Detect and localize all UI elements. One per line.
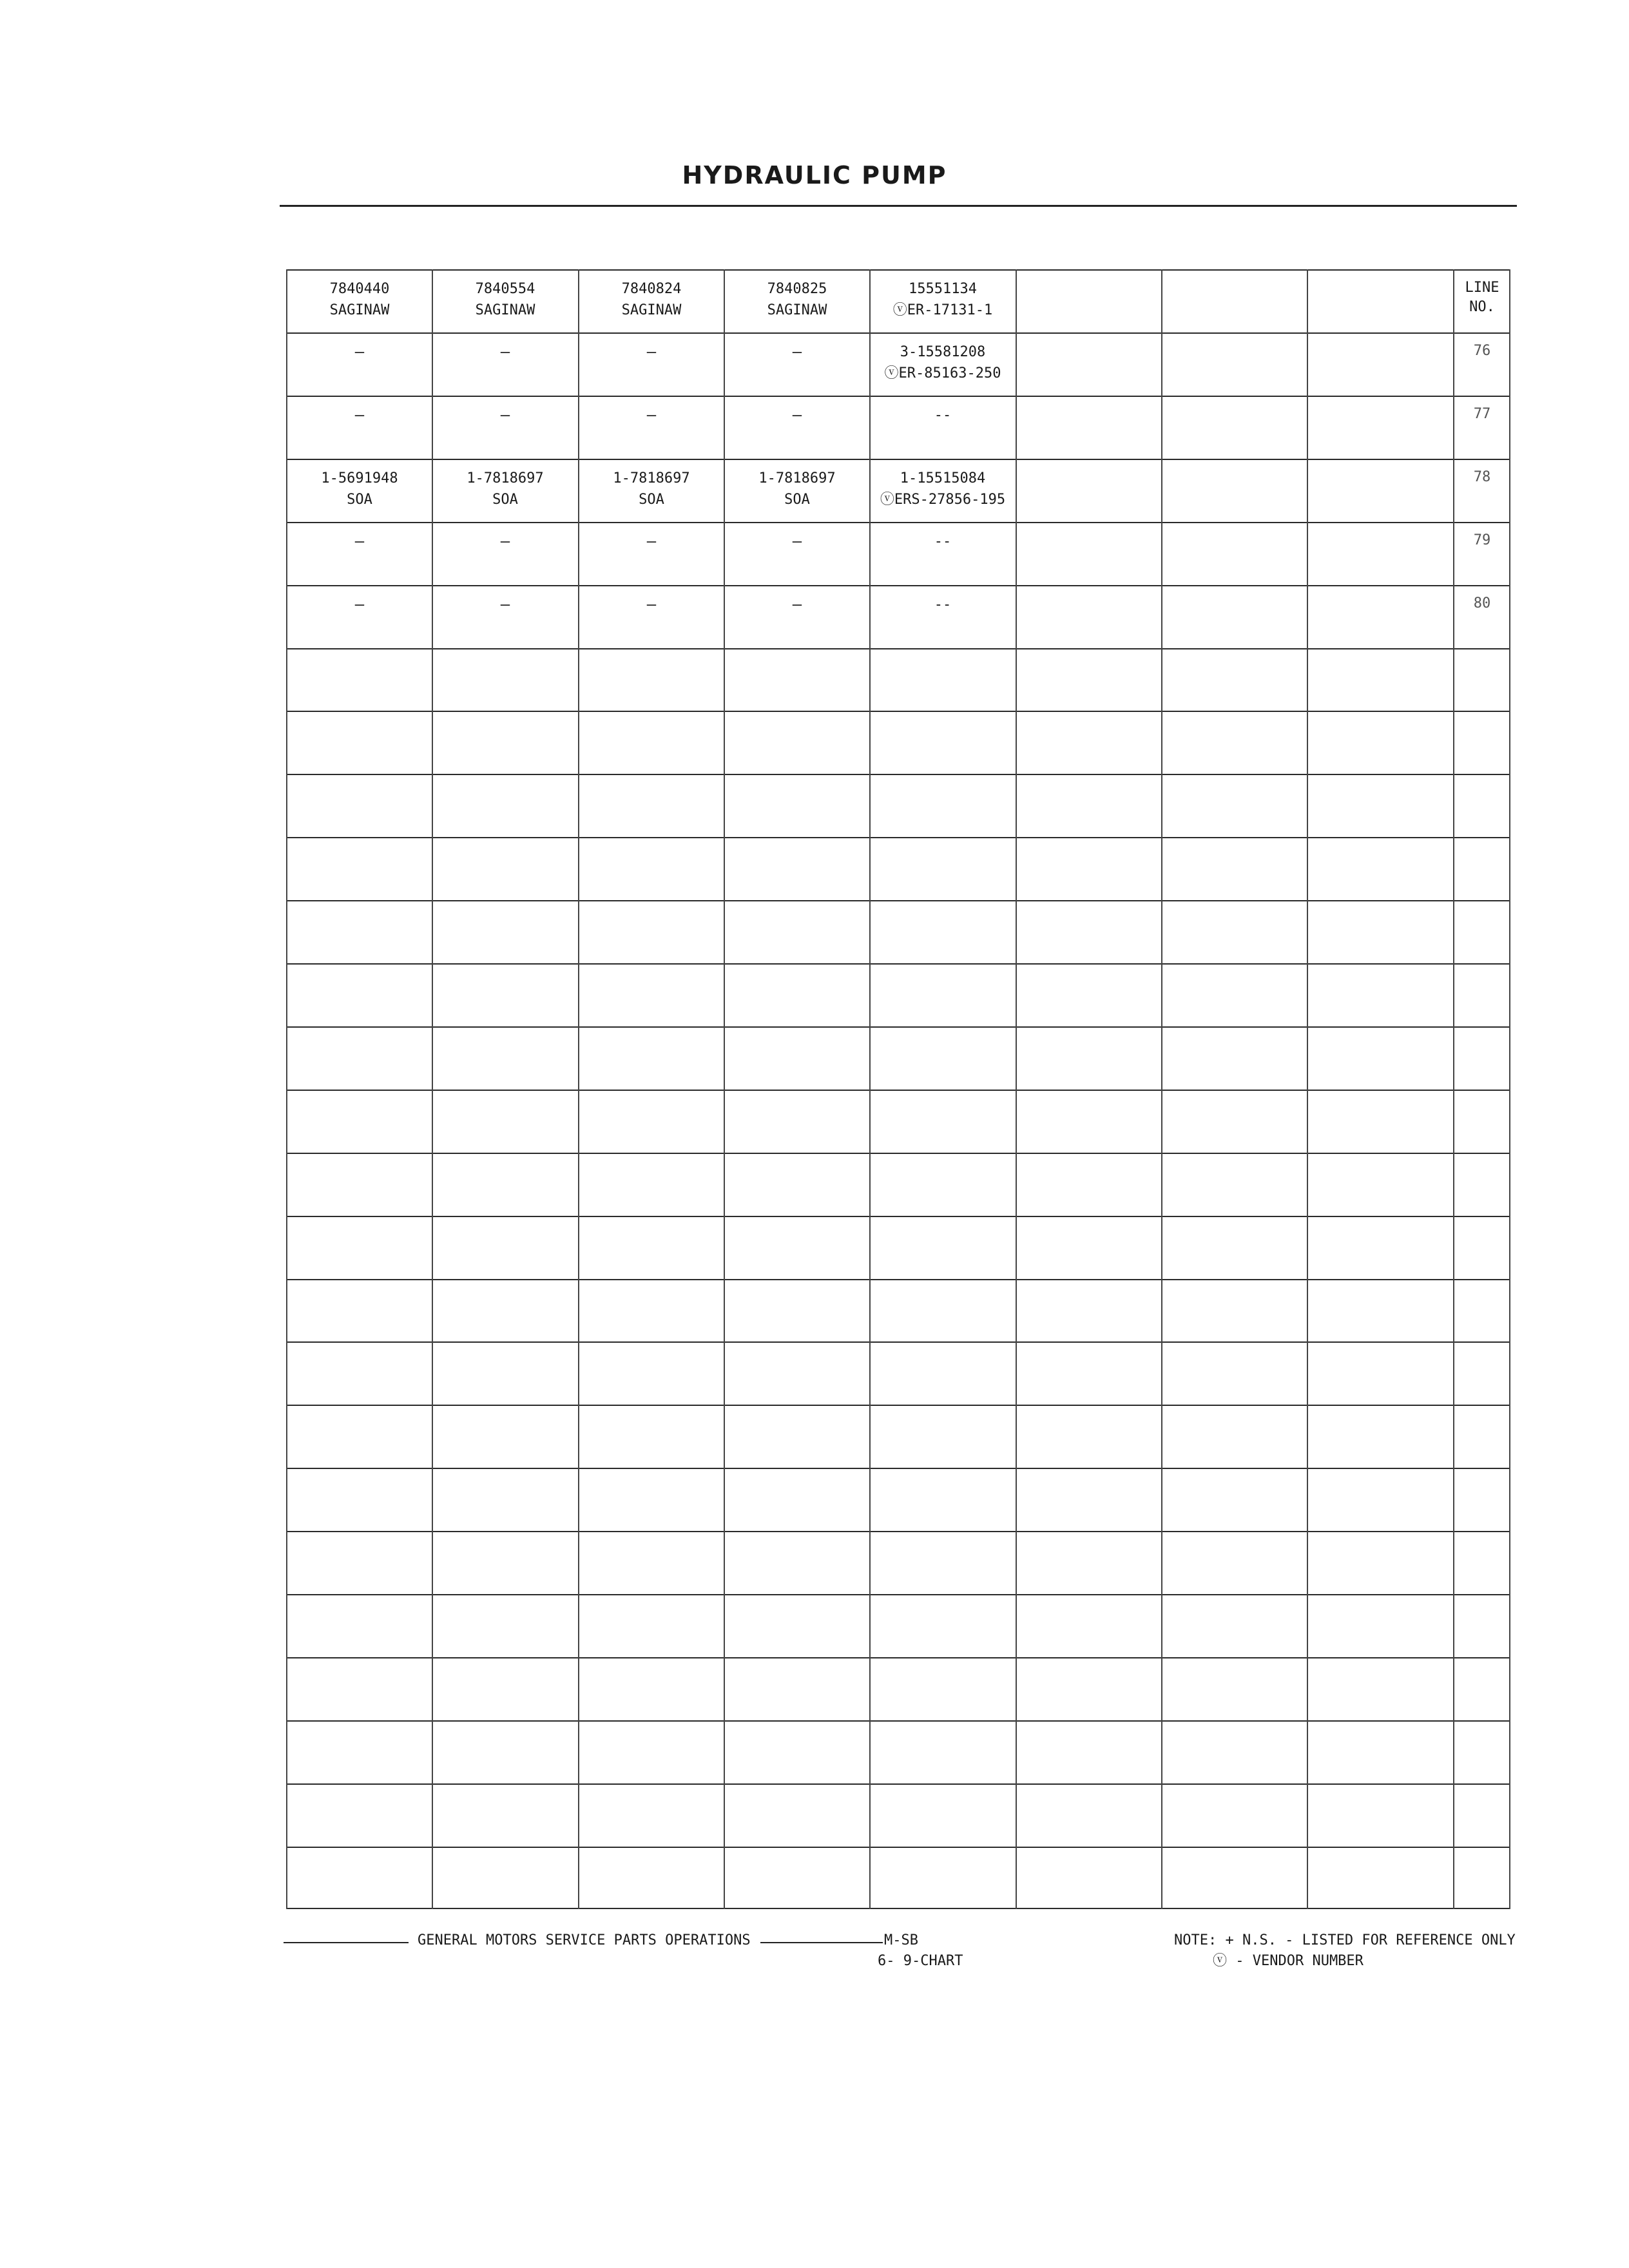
table-cell (579, 341, 724, 363)
cell-text: — (792, 532, 802, 550)
table-cell (725, 405, 869, 426)
header-source: SAGINAW (329, 302, 390, 318)
table-cell (871, 341, 1015, 384)
cell-text: — (500, 343, 510, 361)
cell-text: — (354, 532, 365, 550)
row-divider (286, 1720, 1510, 1722)
cell-text: — (646, 343, 657, 361)
cell-text: 1-15515084 (900, 470, 986, 486)
column-header (725, 278, 869, 321)
table-cell (433, 531, 577, 552)
column-header (871, 278, 1015, 321)
table-cell (433, 341, 577, 363)
cell-text: SOA (347, 492, 372, 508)
cell-text: SOA (784, 492, 810, 508)
row-divider (286, 459, 1510, 460)
cell-text: SOA (492, 492, 518, 508)
table-cell (433, 405, 577, 426)
cell-text: ⓥER-85163-250 (884, 365, 1001, 381)
header-part-number: 7840825 (767, 281, 827, 297)
cell-text: — (792, 343, 802, 361)
cell-text: — (354, 406, 365, 424)
cell-text: SOA (639, 492, 664, 508)
line-number: 77 (1473, 406, 1491, 422)
table-cell (871, 531, 1015, 552)
cell-text: — (646, 532, 657, 550)
footer-rule-left (284, 1942, 409, 1943)
row-divider (286, 1341, 1510, 1343)
header-part-number: 7840440 (329, 281, 390, 297)
column-divider (869, 269, 871, 1909)
row-divider (286, 1405, 1510, 1406)
row-divider (286, 1468, 1510, 1469)
cell-text: -- (934, 533, 952, 550)
cell-text: 3-15581208 (900, 344, 986, 360)
footer-rule-mid (760, 1942, 883, 1943)
cell-text: — (354, 595, 365, 613)
table-cell (287, 468, 432, 510)
cell-text: — (500, 406, 510, 424)
row-divider (286, 1594, 1510, 1595)
line-number: 78 (1473, 469, 1491, 485)
column-header (433, 278, 577, 321)
row-divider (286, 963, 1510, 965)
footer-note-ns: NOTE: + N.S. - LISTED FOR REFERENCE ONLY (1174, 1932, 1516, 1948)
table-cell (287, 405, 432, 426)
column-divider (578, 269, 579, 1909)
cell-text: 1-7818697 (613, 470, 690, 486)
cell-text: ⓥERS-27856-195 (880, 492, 1006, 508)
table-cell (725, 594, 869, 615)
cell-text: — (354, 343, 365, 361)
column-divider (1453, 269, 1454, 1909)
row-divider (286, 1657, 1510, 1658)
cell-text: — (792, 595, 802, 613)
row-divider (286, 1153, 1510, 1154)
row-divider (286, 1783, 1510, 1785)
cell-text: 1-7818697 (467, 470, 544, 486)
column-header (287, 278, 432, 321)
row-divider (286, 1908, 1510, 1909)
row-divider (286, 1090, 1510, 1091)
column-divider (724, 269, 725, 1909)
table-cell (725, 341, 869, 363)
table-cell (871, 594, 1015, 615)
line-number: 80 (1473, 595, 1491, 611)
row-divider (286, 1531, 1510, 1532)
cell-text: — (646, 595, 657, 613)
footer-chart: 6- 9-CHART (878, 1953, 963, 1969)
row-divider (286, 332, 1510, 334)
line-header-text: NO. (1469, 299, 1495, 315)
row-divider (286, 774, 1510, 775)
footer-code: M-SB (884, 1932, 918, 1948)
cell-text: — (792, 406, 802, 424)
cell-text: -- (934, 407, 952, 423)
line-header-text: LINE (1465, 280, 1499, 296)
table-cell (287, 341, 432, 363)
row-divider (286, 1026, 1510, 1028)
table-cell (579, 594, 724, 615)
table-cell (871, 405, 1015, 426)
table-cell (579, 468, 724, 510)
table-cell (433, 468, 577, 510)
header-source: SAGINAW (621, 302, 682, 318)
cell-text: — (500, 532, 510, 550)
footer-org: GENERAL MOTORS SERVICE PARTS OPERATIONS (418, 1932, 751, 1948)
row-divider (286, 1279, 1510, 1280)
table-cell (871, 468, 1015, 510)
column-divider (286, 269, 287, 1909)
row-divider (286, 269, 1510, 271)
table-cell (433, 594, 577, 615)
column-divider (1307, 269, 1308, 1909)
title-rule (280, 205, 1517, 207)
table-cell (725, 531, 869, 552)
column-divider (1509, 269, 1510, 1909)
header-source: ⓥER-17131-1 (892, 302, 993, 318)
table-cell (579, 531, 724, 552)
row-divider (286, 585, 1510, 586)
cell-text: — (646, 406, 657, 424)
row-divider (286, 711, 1510, 712)
table-cell (725, 468, 869, 510)
table-cell (287, 531, 432, 552)
row-divider (286, 648, 1510, 649)
line-number: 76 (1473, 343, 1491, 359)
table-cell (287, 594, 432, 615)
line-number-header (1453, 278, 1511, 317)
column-divider (1161, 269, 1162, 1909)
row-divider (286, 1847, 1510, 1848)
line-number: 79 (1473, 532, 1491, 548)
row-divider (286, 1216, 1510, 1217)
footer-note-vendor: ⓥ - VENDOR NUMBER (1213, 1953, 1364, 1969)
cell-text: 1-5691948 (321, 470, 398, 486)
row-divider (286, 396, 1510, 397)
header-part-number: 7840824 (621, 281, 682, 297)
row-divider (286, 837, 1510, 838)
column-header (579, 278, 724, 321)
cell-text: -- (934, 597, 952, 613)
header-part-number: 15551134 (909, 281, 977, 297)
cell-text: — (500, 595, 510, 613)
cell-text: 1-7818697 (758, 470, 836, 486)
parts-table (286, 269, 1510, 1909)
column-divider (432, 269, 433, 1909)
page-title: HYDRAULIC PUMP (682, 161, 947, 189)
row-divider (286, 900, 1510, 901)
header-source: SAGINAW (767, 302, 827, 318)
row-divider (286, 522, 1510, 523)
header-source: SAGINAW (475, 302, 535, 318)
header-part-number: 7840554 (475, 281, 535, 297)
table-cell (579, 405, 724, 426)
column-divider (1016, 269, 1017, 1909)
